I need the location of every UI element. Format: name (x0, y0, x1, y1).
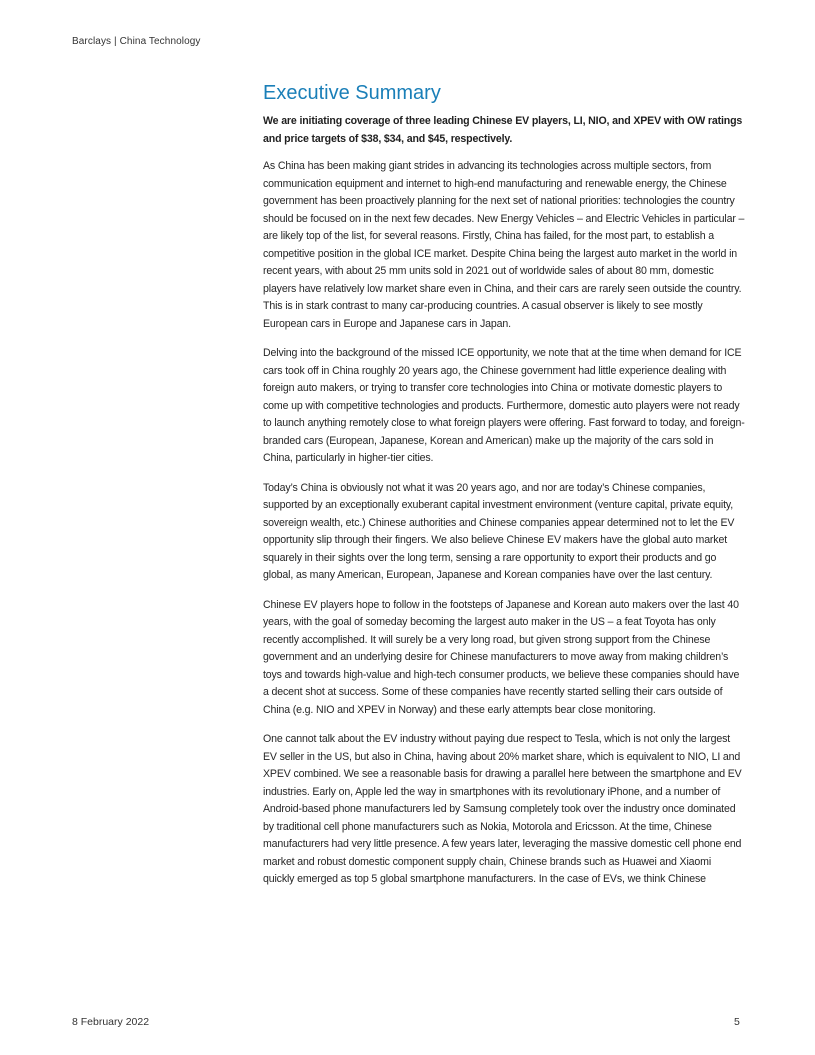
body-paragraph-1: As China has been making giant strides in advancing its technologies across multiple sectors, from communication equipment and internet to high-end manufacturing and renewable energy, the Chinese government has been proactively planning for the next set of national priorities: technologies the country should be focused on in the next few decades. New Energy Vehicles – and Electric Vehicles in particular – are likely top of the list, for several reasons. Firstly, China has failed, for the most part, to establish a competitive position in the global ICE market. Despite China being the largest auto market in the world in recent years, with about 25 mm units sold in 2021 out of worldwide sales of about 80 mm, domestic players have relatively low market share even in China, and their cars are rarely seen outside the country. This is in stark contrast to many car-producing countries. A casual observer is likely to see mostly European cars in Europe and Japanese cars in Japan. (263, 160, 745, 330)
executive-summary-section (263, 80, 745, 901)
body-paragraph-2: Delving into the background of the missed ICE opportunity, we note that at the time when demand for ICE cars took off in China roughly 20 years ago, the Chinese government had little experience dealing with foreign auto makers, or trying to transfer core technologies into China or motivate domestic players to come up with competitive technologies and products. Furthermore, domestic auto players were not ready to launch anything remotely close to what foreign players were offering. Fast forward to today, and foreign-branded cars (European, Japanese, Korean and American) make up the majority of the cars sold in China, particularly in higher-tier cities. (263, 347, 745, 464)
body-paragraph-4: Chinese EV players hope to follow in the footsteps of Japanese and Korean auto makers over the last 40 years, with the goal of someday becoming the largest auto maker in the US – a feat Toyota has only recently accomplished. It will surely be a very long road, but given strong support from the Chinese government and an underlying desire for Chinese manufacturers to move away from making children’s toys and towards high-value and high-tech consumer products, we believe these companies should have a decent shot at success. Some of these companies have recently started selling their cars outside of China (e.g. NIO and XPEV in Norway) and these early attempts bear close monitoring. (263, 598, 740, 716)
page-number: 5 (734, 1016, 740, 1028)
report-header: Barclays | China Technology (72, 36, 201, 47)
lead-paragraph: We are initiating coverage of three leading Chinese EV players, LI, NIO, and XPEV with OW ratings and price targets of $38, $34, and $45, respectively. (263, 115, 743, 145)
body-paragraph-3: Today’s China is obviously not what it was 20 years ago, and nor are today’s Chinese companies, supported by an exceptionally exuberant capital investment environment (venture capital, private equity, sovereign wealth, etc.) Chinese authorities and Chinese companies appear determined not to let the EV opportunity slip through their fingers. We also believe Chinese EV makers have the global auto market squarely in their sights over the long term, sensing a rare opportunity to export their products and go global, as many American, European, Japanese and Korean companies have over the last century. (263, 481, 735, 581)
footer-date: 8 February 2022 (72, 1016, 150, 1028)
section-title: Executive Summary (263, 82, 441, 104)
body-paragraph-5: One cannot talk about the EV industry without paying due respect to Tesla, which is not only the largest EV seller in the US, but also in China, having about 20% market share, which is equivalent to NIO, LI and XPEV combined. We see a reasonable basis for drawing a parallel here between the smartphone and EV industries. Early on, Apple led the way in smartphones with its revolutionary iPhone, and a number of Android-based phone manufacturers led by Samsung completely took over the industry once dominated by traditional cell phone manufacturers such as Nokia, Motorola and Ericsson. At the time, Chinese manufacturers had very little presence. A few years later, leveraging the massive domestic cell phone end market and robust domestic component supply chain, Chinese brands such as Huawei and Xiaomi quickly emerged as top 5 global smartphone manufacturers. In the case of EVs, we think Chinese (263, 733, 742, 885)
